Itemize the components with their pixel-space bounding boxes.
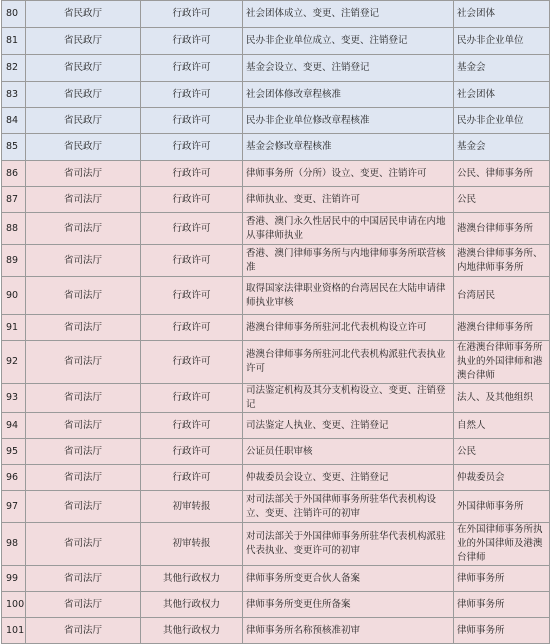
department-cell: 省民政厅 — [26, 134, 141, 161]
target-object-cell: 外国律师事务所 — [454, 491, 550, 523]
power-type-cell: 初审转报 — [141, 491, 243, 523]
power-type-cell: 行政许可 — [141, 134, 243, 161]
row-number-cell: 81 — [2, 28, 26, 55]
target-object-cell: 民办非企业单位 — [454, 108, 550, 134]
target-object-cell: 基金会 — [454, 134, 550, 161]
item-name-cell: 律师事务所变更住所备案 — [243, 592, 454, 618]
row-number-cell: 100 — [2, 592, 26, 618]
row-number-cell: 89 — [2, 245, 26, 277]
department-cell: 省司法厅 — [26, 465, 141, 491]
power-type-cell: 行政许可 — [141, 277, 243, 315]
department-cell: 省司法厅 — [26, 439, 141, 465]
power-type-cell: 行政许可 — [141, 28, 243, 55]
item-name-cell: 民办非企业单位修改章程核准 — [243, 108, 454, 134]
row-number-cell: 94 — [2, 413, 26, 439]
item-name-cell: 取得国家法律职业资格的台湾居民在大陆申请律师执业审核 — [243, 277, 454, 315]
item-name-cell: 律师事务所变更合伙人备案 — [243, 566, 454, 592]
power-type-cell: 行政许可 — [141, 108, 243, 134]
target-object-cell: 港澳台律师事务所、内地律师事务所 — [454, 245, 550, 277]
row-number-cell: 92 — [2, 341, 26, 384]
row-number-cell: 80 — [2, 1, 26, 28]
item-name-cell: 基金会修改章程核准 — [243, 134, 454, 161]
table-row — [2, 213, 550, 245]
item-name-cell: 基金会设立、变更、注销登记 — [243, 55, 454, 82]
table-row — [2, 341, 550, 384]
table-row — [2, 277, 550, 315]
department-cell: 省司法厅 — [26, 341, 141, 384]
power-type-cell: 行政许可 — [141, 315, 243, 341]
power-type-cell: 行政许可 — [141, 384, 243, 413]
table-row — [2, 413, 550, 439]
row-number-cell: 83 — [2, 82, 26, 108]
target-object-cell: 台湾居民 — [454, 277, 550, 315]
department-cell: 省司法厅 — [26, 384, 141, 413]
item-name-cell: 社会团体成立、变更、注销登记 — [243, 1, 454, 28]
target-object-cell: 自然人 — [454, 413, 550, 439]
row-number-cell: 87 — [2, 187, 26, 213]
department-cell: 省司法厅 — [26, 187, 141, 213]
item-name-cell: 律师事务所名称预核准初审 — [243, 618, 454, 644]
power-type-cell: 行政许可 — [141, 439, 243, 465]
table-row — [2, 491, 550, 523]
power-type-cell: 行政许可 — [141, 82, 243, 108]
table-row — [2, 1, 550, 28]
target-object-cell: 律师事务所 — [454, 592, 550, 618]
target-object-cell: 仲裁委员会 — [454, 465, 550, 491]
row-number-cell: 98 — [2, 523, 26, 566]
department-cell: 省司法厅 — [26, 413, 141, 439]
item-name-cell: 香港、澳门永久性居民中的中国居民申请在内地从事律师执业 — [243, 213, 454, 245]
table-row — [2, 592, 550, 618]
row-number-cell: 86 — [2, 161, 26, 187]
item-name-cell: 对司法部关于外国律师事务所驻华代表机构设立、变更、注销许可的初审 — [243, 491, 454, 523]
table-row — [2, 465, 550, 491]
table-row — [2, 187, 550, 213]
row-number-cell: 84 — [2, 108, 26, 134]
table-row — [2, 618, 550, 644]
department-cell: 省司法厅 — [26, 161, 141, 187]
table-row — [2, 55, 550, 82]
power-list-table — [1, 0, 550, 644]
department-cell: 省司法厅 — [26, 618, 141, 644]
row-number-cell: 90 — [2, 277, 26, 315]
row-number-cell: 85 — [2, 134, 26, 161]
department-cell: 省司法厅 — [26, 491, 141, 523]
table-row — [2, 82, 550, 108]
power-type-cell: 行政许可 — [141, 55, 243, 82]
item-name-cell: 民办非企业单位成立、变更、注销登记 — [243, 28, 454, 55]
department-cell: 省司法厅 — [26, 245, 141, 277]
department-cell: 省民政厅 — [26, 28, 141, 55]
target-object-cell: 公民 — [454, 187, 550, 213]
target-object-cell: 法人、及其他组织 — [454, 384, 550, 413]
power-type-cell: 行政许可 — [141, 341, 243, 384]
power-type-cell: 其他行政权力 — [141, 592, 243, 618]
target-object-cell: 港澳台律师事务所 — [454, 213, 550, 245]
row-number-cell: 97 — [2, 491, 26, 523]
department-cell: 省民政厅 — [26, 82, 141, 108]
target-object-cell: 在外国律师事务所执业的外国律师及港澳台律师 — [454, 523, 550, 566]
table-body — [2, 1, 550, 644]
table-row — [2, 108, 550, 134]
item-name-cell: 港澳台律师事务所驻河北代表机构派驻代表执业许可 — [243, 341, 454, 384]
department-cell: 省司法厅 — [26, 277, 141, 315]
table-row — [2, 523, 550, 566]
item-name-cell: 仲裁委员会设立、变更、注销登记 — [243, 465, 454, 491]
department-cell: 省司法厅 — [26, 213, 141, 245]
power-type-cell: 行政许可 — [141, 465, 243, 491]
row-number-cell: 91 — [2, 315, 26, 341]
power-type-cell: 其他行政权力 — [141, 566, 243, 592]
power-type-cell: 初审转报 — [141, 523, 243, 566]
item-name-cell: 律师执业、变更、注销许可 — [243, 187, 454, 213]
target-object-cell: 基金会 — [454, 55, 550, 82]
power-type-cell: 其他行政权力 — [141, 618, 243, 644]
item-name-cell: 司法鉴定人执业、变更、注销登记 — [243, 413, 454, 439]
power-type-cell: 行政许可 — [141, 413, 243, 439]
table-row — [2, 161, 550, 187]
row-number-cell: 82 — [2, 55, 26, 82]
power-type-cell: 行政许可 — [141, 187, 243, 213]
department-cell: 省司法厅 — [26, 592, 141, 618]
target-object-cell: 公民、律师事务所 — [454, 161, 550, 187]
item-name-cell: 司法鉴定机构及其分支机构设立、变更、注销登记 — [243, 384, 454, 413]
power-type-cell: 行政许可 — [141, 245, 243, 277]
item-name-cell: 港澳台律师事务所驻河北代表机构设立许可 — [243, 315, 454, 341]
department-cell: 省司法厅 — [26, 566, 141, 592]
department-cell: 省司法厅 — [26, 315, 141, 341]
table-row — [2, 384, 550, 413]
target-object-cell: 港澳台律师事务所 — [454, 315, 550, 341]
target-object-cell: 律师事务所 — [454, 566, 550, 592]
item-name-cell: 香港、澳门律师事务所与内地律师事务所联营核准 — [243, 245, 454, 277]
row-number-cell: 96 — [2, 465, 26, 491]
item-name-cell: 对司法部关于外国律师事务所驻华代表机构派驻代表执业、变更许可的初审 — [243, 523, 454, 566]
department-cell: 省民政厅 — [26, 108, 141, 134]
department-cell: 省民政厅 — [26, 1, 141, 28]
power-type-cell: 行政许可 — [141, 161, 243, 187]
table-row — [2, 245, 550, 277]
target-object-cell: 律师事务所 — [454, 618, 550, 644]
department-cell: 省司法厅 — [26, 523, 141, 566]
table-row — [2, 566, 550, 592]
row-number-cell: 95 — [2, 439, 26, 465]
row-number-cell: 93 — [2, 384, 26, 413]
department-cell: 省民政厅 — [26, 55, 141, 82]
table-row — [2, 439, 550, 465]
target-object-cell: 公民 — [454, 439, 550, 465]
target-object-cell: 社会团体 — [454, 1, 550, 28]
table-row — [2, 134, 550, 161]
row-number-cell: 99 — [2, 566, 26, 592]
item-name-cell: 公证员任职审核 — [243, 439, 454, 465]
power-type-cell: 行政许可 — [141, 1, 243, 28]
row-number-cell: 101 — [2, 618, 26, 644]
table-row — [2, 315, 550, 341]
target-object-cell: 在港澳台律师事务所执业的外国律师和港澳台律师 — [454, 341, 550, 384]
item-name-cell: 律师事务所（分所）设立、变更、注销许可 — [243, 161, 454, 187]
item-name-cell: 社会团体修改章程核准 — [243, 82, 454, 108]
row-number-cell: 88 — [2, 213, 26, 245]
table-row — [2, 28, 550, 55]
power-type-cell: 行政许可 — [141, 213, 243, 245]
target-object-cell: 社会团体 — [454, 82, 550, 108]
target-object-cell: 民办非企业单位 — [454, 28, 550, 55]
